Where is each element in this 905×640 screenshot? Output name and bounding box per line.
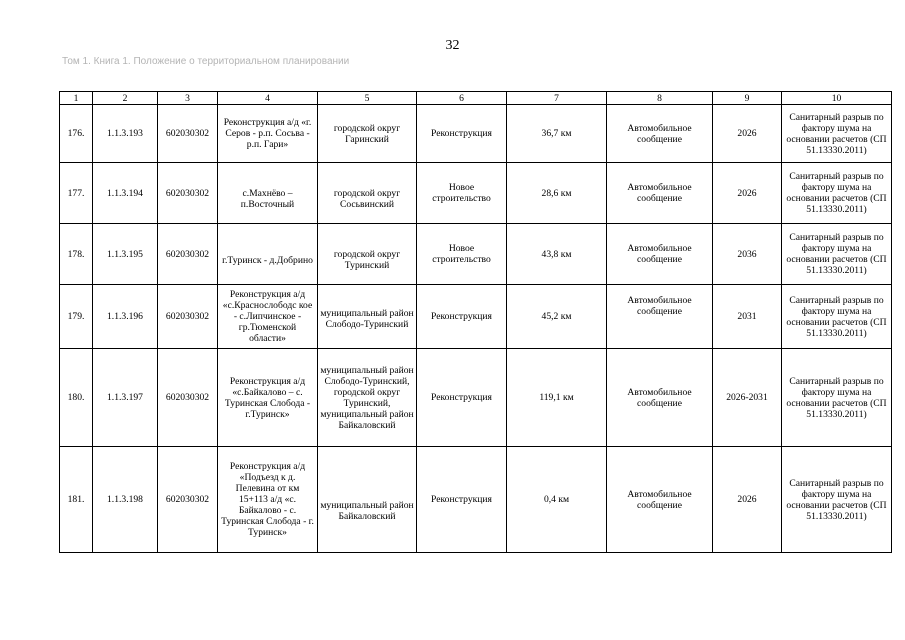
column-header: 4 [218,92,318,105]
table-cell: 45,2 км [507,285,607,349]
header-row [60,92,892,105]
table-cell: городской округ Сосьвинский [318,163,417,224]
table-cell: 1.1.3.193 [93,105,158,163]
table-cell: муниципальный район Слободо-Туринский, городской округ Туринский, муниципальный район Байкаловский [318,349,417,447]
table-cell: Автомобильное сообщение [607,163,713,224]
table-cell: 2031 [713,285,782,349]
table-cell: 43,8 км [507,224,607,285]
table-cell: 119,1 км [507,349,607,447]
column-header: 7 [507,92,607,105]
table-cell: 602030302 [158,447,218,553]
table-cell: 1.1.3.195 [93,224,158,285]
table-cell: Реконструкция [417,447,507,553]
table-cell: 2026 [713,105,782,163]
table-cell: 28,6 км [507,163,607,224]
table-row [60,447,892,553]
table-cell: Автомобильное сообщение [607,285,713,349]
table-cell: Реконструкция [417,349,507,447]
table-cell: Автомобильное сообщение [607,447,713,553]
table-cell: 176. [60,105,93,163]
table-row [60,105,892,163]
table-cell: Санитарный разрыв по фактору шума на основании расчетов (СП 51.13330.2011) [782,349,892,447]
table-cell: 1.1.3.196 [93,285,158,349]
table-cell: 181. [60,447,93,553]
table-cell: 2026 [713,447,782,553]
table-cell: 180. [60,349,93,447]
column-header: 9 [713,92,782,105]
table-cell: Реконструкция а/д «с.Байкалово – с. Туринская Слобода - г.Туринск» [218,349,318,447]
page-number: 32 [445,38,460,53]
running-header: Том 1. Книга 1. Положение о территориальном планировании [62,56,350,67]
table-cell: с.Махнёво – п.Восточный [218,163,318,224]
table-cell: 602030302 [158,105,218,163]
table-cell: 2026-2031 [713,349,782,447]
table-cell: Новое строительство [417,163,507,224]
table-cell: 602030302 [158,285,218,349]
table-cell: 1.1.3.194 [93,163,158,224]
table-cell: 177. [60,163,93,224]
data-table [59,91,892,553]
table-cell: Санитарный разрыв по фактору шума на основании расчетов (СП 51.13330.2011) [782,163,892,224]
table-cell: 36,7 км [507,105,607,163]
table-cell: Реконструкция а/д «Подъезд к д. Пелевина от км 15+113 а/д «с. Байкалово - с. Туринская Слобода - г. Туринск» [218,447,318,553]
table-cell: городской округ Туринский [318,224,417,285]
column-header: 10 [782,92,892,105]
table-cell: Санитарный разрыв по фактору шума на основании расчетов (СП 51.13330.2011) [782,105,892,163]
table-cell: Санитарный разрыв по фактору шума на основании расчетов (СП 51.13330.2011) [782,285,892,349]
table-row [60,163,892,224]
table-cell: 2036 [713,224,782,285]
table-cell: Санитарный разрыв по фактору шума на основании расчетов (СП 51.13330.2011) [782,224,892,285]
table-cell: Автомобильное сообщение [607,349,713,447]
column-header: 6 [417,92,507,105]
table-cell: Санитарный разрыв по фактору шума на основании расчетов (СП 51.13330.2011) [782,447,892,553]
table-cell: Реконструкция а/д «г. Серов - р.п. Сосьва - р.п. Гари» [218,105,318,163]
table-cell: 179. [60,285,93,349]
table-row [60,349,892,447]
table-row [60,224,892,285]
column-header: 3 [158,92,218,105]
table-cell: 2026 [713,163,782,224]
table-cell: 178. [60,224,93,285]
column-header: 2 [93,92,158,105]
table-cell: муниципальный район Байкаловский [318,447,417,553]
table-cell: 602030302 [158,224,218,285]
table-cell: 602030302 [158,163,218,224]
column-header: 5 [318,92,417,105]
table-cell: 1.1.3.198 [93,447,158,553]
table-cell: городской округ Гаринский [318,105,417,163]
column-header: 8 [607,92,713,105]
table-cell: Реконструкция [417,105,507,163]
column-header: 1 [60,92,93,105]
table-cell: 1.1.3.197 [93,349,158,447]
table-row [60,285,892,349]
table-cell: Автомобильное сообщение [607,105,713,163]
table-cell: Реконструкция а/д «с.Краснослободс кое - с.Липчинское - гр.Тюменской области» [218,285,318,349]
table-cell: 602030302 [158,349,218,447]
table-cell: Автомобильное сообщение [607,224,713,285]
table-cell: 0,4 км [507,447,607,553]
table-cell: муниципальный район Слободо-Туринский [318,285,417,349]
table-cell: Новое строительство [417,224,507,285]
table-cell: Реконструкция [417,285,507,349]
table-cell: г.Туринск - д.Добрино [218,224,318,285]
